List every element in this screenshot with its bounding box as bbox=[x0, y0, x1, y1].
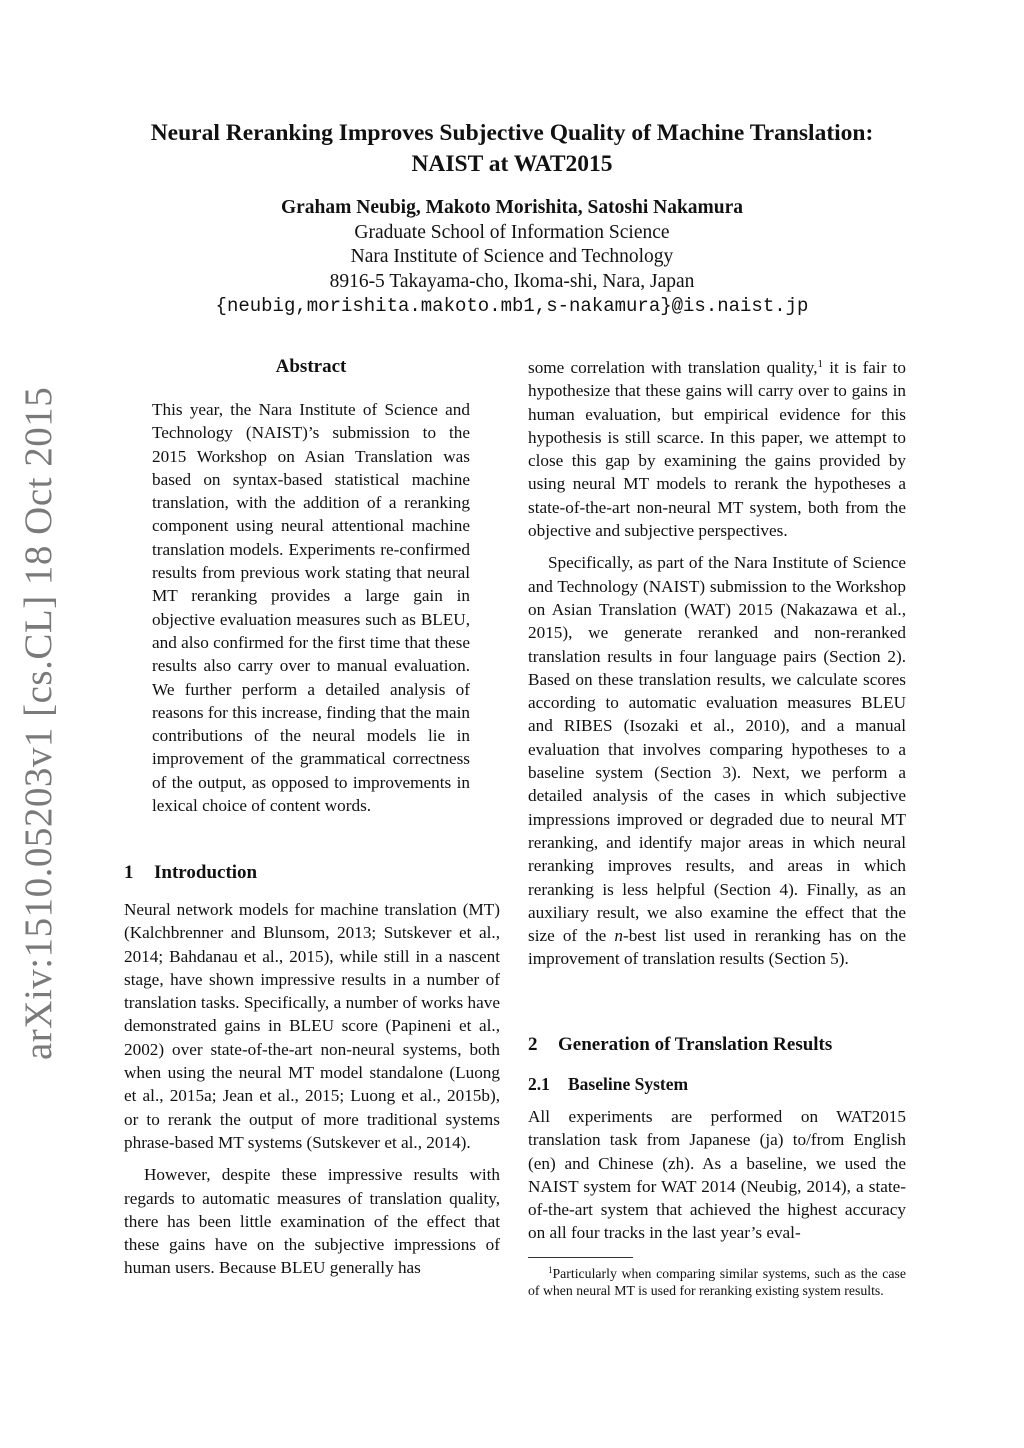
footnote-marker: 1 bbox=[817, 358, 823, 370]
title-line-1: Neural Reranking Improves Subjective Quality of Machine Translation: bbox=[150, 120, 874, 146]
affiliation-address: 8916-5 Takayama-cho, Ikoma-shi, Nara, Japan bbox=[329, 270, 695, 292]
section-heading-generation bbox=[528, 1034, 832, 1056]
footnote bbox=[528, 1266, 906, 1299]
intro-paragraph-2: However, despite these impressive results with regards to automatic measures of translation quality, there has been little examination of the effect that these gains have on the subjective impressions of human users. Because BLEU generally has bbox=[124, 1165, 500, 1278]
intro-paragraph-3 bbox=[528, 356, 906, 542]
intro-paragraph-4 bbox=[528, 551, 906, 970]
arxiv-identifier: arXiv:1510.05203v1 [cs.CL] 18 Oct 2015 bbox=[17, 386, 60, 1060]
affiliation-school: Graduate School of Information Science bbox=[354, 221, 670, 243]
footnote-mark: 1 bbox=[548, 1265, 553, 1275]
intro-paragraph-3-start: some correlation with translation quality, bbox=[528, 358, 818, 377]
author-block bbox=[150, 196, 874, 319]
subsection-number: 2.1 bbox=[528, 1074, 550, 1094]
section-title: Introduction bbox=[154, 862, 258, 883]
section-number: 1 bbox=[124, 862, 134, 883]
intro-paragraph-4b: -best list used in reranking has on the improvement of translation results (Section 5). bbox=[528, 926, 906, 969]
intro-paragraph-3-rest: it is fair to hypothesize that these gains will carry over to gains in human evaluation, but empirical evidence for this hypothesis is still scarce. In this paper, we attempt to close this gap by examining the gains provided by using neural MT models to rerank the hypotheses a state-of-the-art non-neural MT system, both from the objective and subjective perspectives. bbox=[528, 358, 906, 541]
paper-title bbox=[100, 118, 924, 180]
footnote-content bbox=[528, 1266, 906, 1299]
abstract-heading: Abstract bbox=[275, 356, 347, 377]
section-title: Generation of Translation Results bbox=[558, 1034, 833, 1055]
subsection-heading-baseline bbox=[528, 1074, 688, 1095]
author-email: {neubig,morishita.makoto.mb1,s-nakamura}@is.naist.jp bbox=[215, 295, 809, 317]
affiliation-institute: Nara Institute of Science and Technology bbox=[350, 246, 674, 267]
right-column-body bbox=[528, 356, 906, 971]
abstract-text: This year, the Nara Institute of Science and Technology (NAIST)’s submission to the 2015 Workshop on Asian Translation was based on syntax-based statistical machine translation, with the addition of a reranking component using neural attentional machine translation models. Experiments re-confirmed results from previous work stating that neural MT reranking provides a large gain in objective evaluation measures such as BLEU, and also confirmed for the first time that these results also carry over to manual evaluation. We further perform a detailed analysis of reasons for this increase, finding that the main contributions of the neural models lie in improvement of the grammatical correctness of the output, as opposed to improvements in lexical choice of content words. bbox=[152, 400, 470, 816]
baseline-body bbox=[528, 1105, 906, 1245]
math-n: n bbox=[614, 926, 623, 946]
author-names: Graham Neubig, Makoto Morishita, Satoshi Nakamura bbox=[280, 197, 744, 218]
footnote-divider bbox=[528, 1257, 633, 1258]
intro-paragraph-1: Neural network models for machine translation (MT) (Kalchbrenner and Blunsom, 2013; Sutskever et al., 2014; Bahdanau et al., 2015), while still in a nascent stage, have shown impressive results in a number of translation tasks. Specifically, a number of works have demonstrated gains in BLEU score (Papineni et al., 2002) over state-of-the-art non-neural systems, both when using the neural MT model standalone (Luong et al., 2015a; Jean et al., 2015; Luong et al., 2015b), or to rerank the output of more traditional systems phrase-based MT systems (Sutskever et al., 2014). bbox=[124, 900, 500, 1152]
left-column-body bbox=[124, 898, 500, 1280]
section-number: 2 bbox=[528, 1034, 538, 1055]
intro-paragraph-4a: Specifically, as part of the Nara Institute of Science and Technology (NAIST) submission to the Workshop on Asian Translation (WAT) 2015 (Nakazawa et al., 2015), we generate reranked and non-reranked translation results in four language pairs (Section 2). Based on these translation results, we calculate scores according to automatic evaluation measures BLEU and RIBES (Isozaki et al., 2010), and a manual evaluation that involves comparing hypotheses to a baseline system (Section 3). Next, we perform a detailed analysis of the cases in which subjective impressions improved or degraded due to neural MT reranking, and identify major areas in which neural reranking improves results, and areas in which reranking is less helpful (Section 4). Finally, as an auxiliary result, we also examine the effect that the size of the bbox=[528, 553, 906, 946]
abstract-body bbox=[152, 398, 470, 817]
section-heading-introduction bbox=[124, 862, 257, 884]
title-line-2: NAIST at WAT2015 bbox=[411, 151, 613, 177]
baseline-paragraph: All experiments are performed on WAT2015 translation task from Japanese (ja) to/from English (en) and Chinese (zh). As a baseline, we used the NAIST system for WAT 2014 (Neubig, 2014), a state-of-the-art system that achieved the highest accuracy on all four tracks in the last year’s eval- bbox=[528, 1107, 906, 1243]
subsection-title: Baseline System bbox=[568, 1074, 689, 1094]
footnote-text: Particularly when comparing similar systems, such as the case of when neural MT is used for reranking existing system results. bbox=[528, 1266, 906, 1298]
